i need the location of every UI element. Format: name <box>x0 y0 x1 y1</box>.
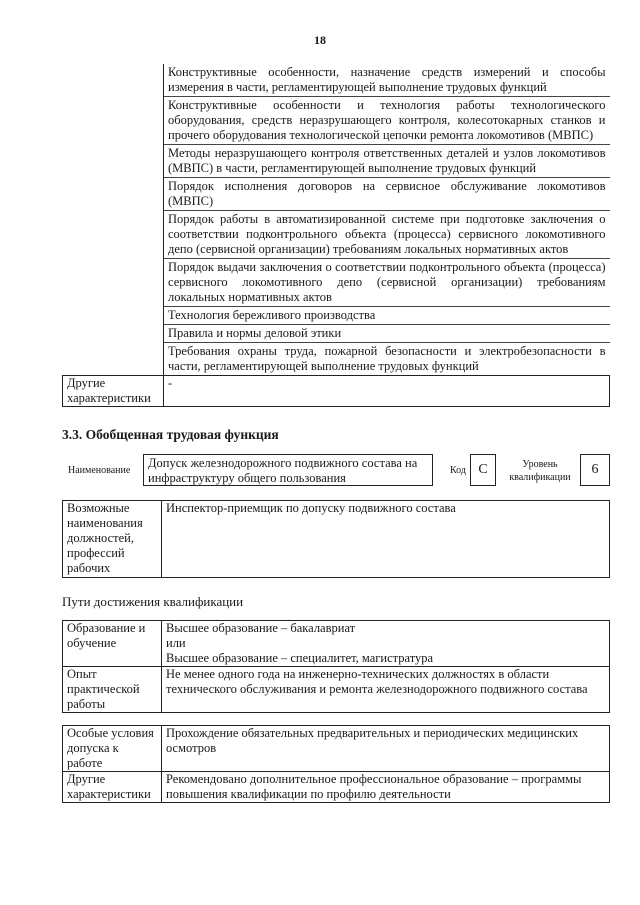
education-label: Образование и обучение <box>63 621 162 667</box>
positions-table <box>62 500 610 578</box>
knowledge-item: Методы неразрушающего контроля ответственных деталей и узлов локомотивов (МВПС) в части, регламентирующей выполнение трудовых функций <box>164 145 610 178</box>
knowledge-item: Порядок работы в автоматизированной системе при подготовке заключения о соответствии подконтрольного объекта (процесса) сервисного локомотивного депо (сервисной организации) требованиям локальных нормативных актов <box>164 211 610 259</box>
other-characteristics-label: Другие характеристики <box>63 772 162 803</box>
education-line: Высшее образование – бакалавриат <box>166 621 356 635</box>
positions-label: Возможные наименования должностей, профессий рабочих <box>63 501 162 578</box>
knowledge-item: Технология бережливого производства <box>164 307 610 325</box>
knowledge-item: Порядок выдачи заключения о соответствии подконтрольного объекта (процесса) сервисного локомотивного депо (сервисной организации) требованиям локальных нормативных актов <box>164 259 610 307</box>
page-number: 18 <box>314 33 326 47</box>
section-heading: 3.3. Обобщенная трудовая функция <box>62 427 279 442</box>
paths-heading: Пути достижения квалификации <box>62 594 244 609</box>
special-conditions-value: Прохождение обязательных предварительных и периодических медицинских осмотров <box>162 726 610 772</box>
name-value: Допуск железнодорожного подвижного состава на инфраструктуру общего пользования <box>143 454 433 486</box>
knowledge-item: Конструктивные особенности, назначение средств измерений и способы измерения в части, регламентирующей выполнение трудовых функций <box>164 64 610 97</box>
education-line: или <box>166 636 186 650</box>
code-value: C <box>470 454 496 486</box>
positions-value: Инспектор-приемщик по допуску подвижного состава <box>162 501 610 578</box>
name-label: Наименование <box>68 465 131 476</box>
other-characteristics-label: Другие характеристики <box>63 376 164 407</box>
code-label: Код <box>450 465 466 476</box>
education-value <box>162 621 610 667</box>
level-value: 6 <box>580 454 610 486</box>
other-characteristics-value: - <box>164 376 610 407</box>
knowledge-item: Конструктивные особенности и технология работы технологического оборудования, средств неразрушающего контроля, колесотокарных станков и прочего оборудования технологической цепочки ремонта локомотивов (МВПС) <box>164 97 610 145</box>
special-conditions-label: Особые условия допуска к работе <box>63 726 162 772</box>
knowledge-table <box>62 64 610 407</box>
knowledge-item: Порядок исполнения договоров на сервисное обслуживание локомотивов (МВПС) <box>164 178 610 211</box>
experience-label: Опыт практической работы <box>63 667 162 713</box>
qualification-paths-table <box>62 620 610 713</box>
education-line: Высшее образование – специалитет, магистратура <box>166 651 434 665</box>
function-header <box>62 451 612 491</box>
knowledge-item: Требования охраны труда, пожарной безопасности и электробезопасности в части, регламентирующей выполнение трудовых функций <box>168 344 606 373</box>
level-label: Уровень квалификации <box>509 459 571 483</box>
knowledge-item: Правила и нормы деловой этики <box>164 325 610 343</box>
requirements-table <box>62 725 610 803</box>
experience-value: Не менее одного года на инженерно-технических должностях в области технического обслуживания и ремонта железнодорожного подвижного состава <box>162 667 610 713</box>
other-characteristics-value: Рекомендовано дополнительное профессиональное образование – программы повышения квалификации по профилю деятельности <box>162 772 610 803</box>
knowledge-label-cell <box>63 64 164 376</box>
